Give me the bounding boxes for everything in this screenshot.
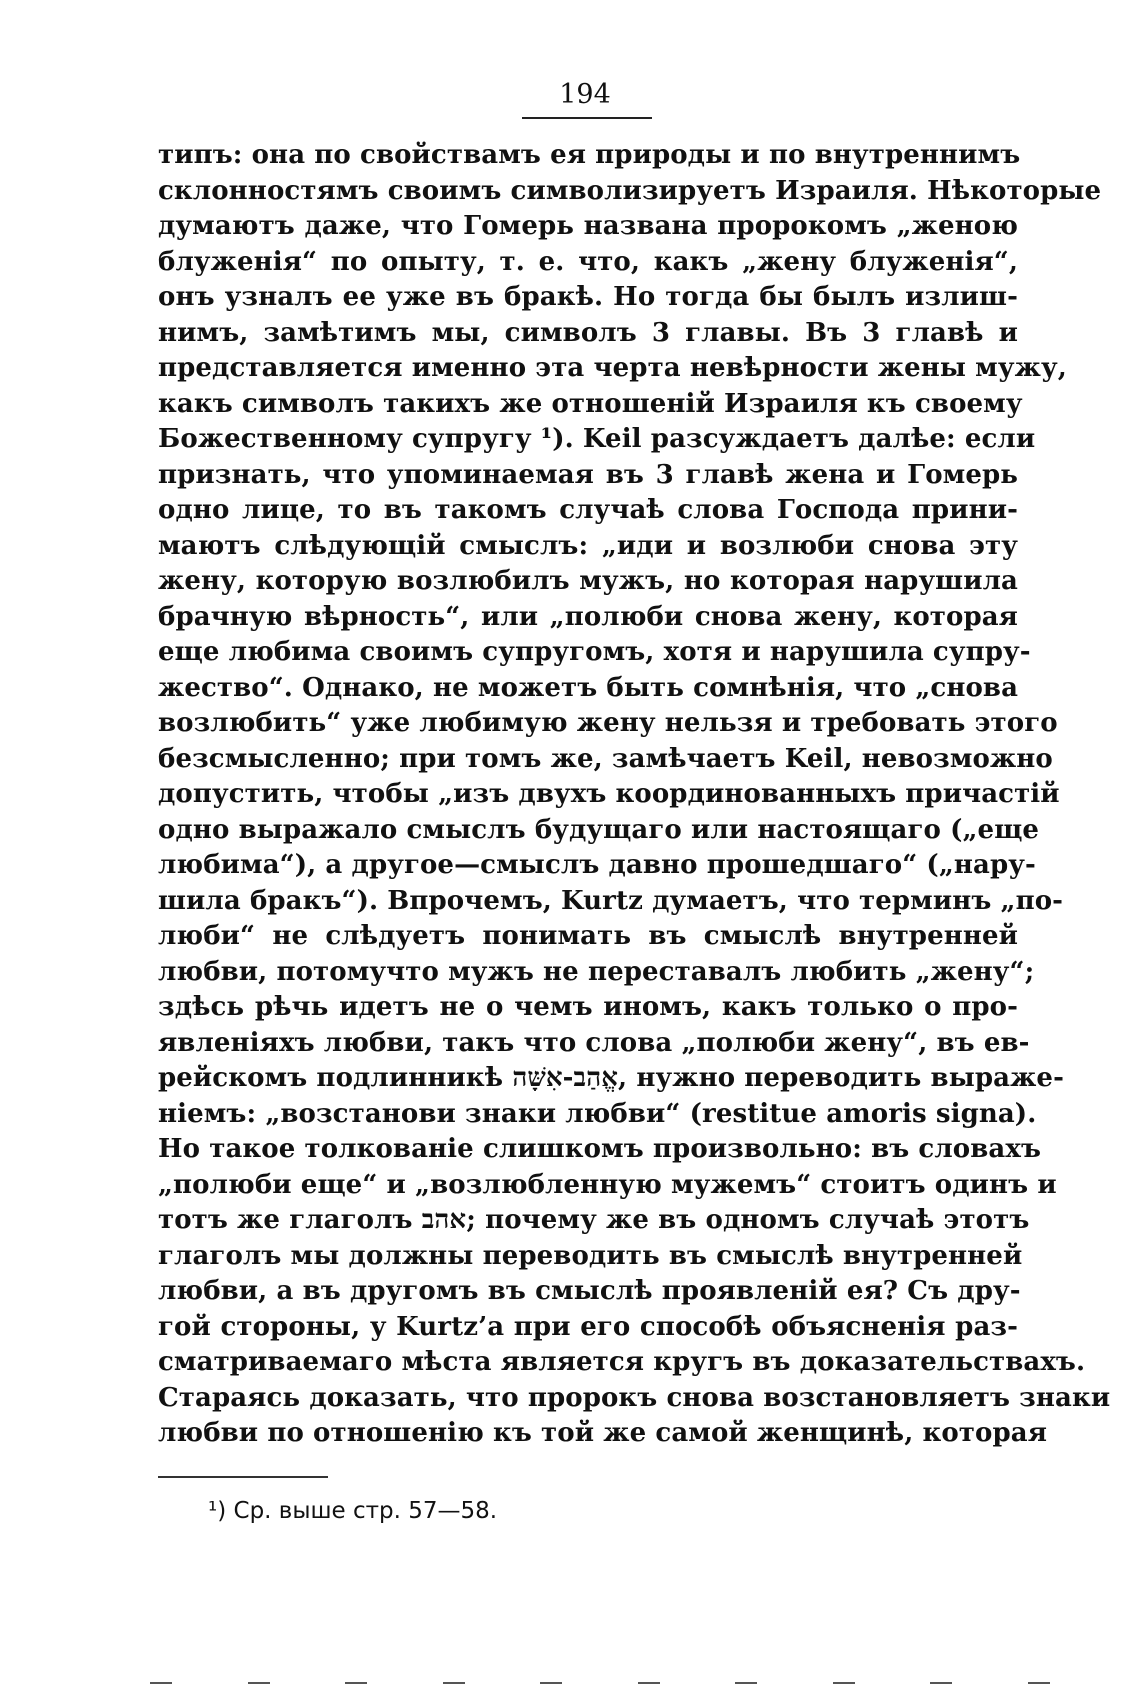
body-text <box>158 138 1111 1452</box>
text-line: любви по отношенію къ той же самой женщинѣ, которая <box>158 1418 1047 1448</box>
text-line: Но такое толкованіе слишкомъ произвольно: въ словахъ <box>158 1134 1041 1164</box>
text-line: еще любима своимъ супругомъ, хотя и нарушила супру- <box>158 637 1031 667</box>
text-line: онъ узналъ ее уже въ бракѣ. Но тогда бы былъ излиш- <box>158 282 1018 312</box>
text-line: Стараясь доказать, что пророкъ снова возстановляетъ знаки <box>158 1382 1111 1413</box>
text-line: маютъ слѣдующій смыслъ: „иди и возлюби снова эту <box>158 530 1018 561</box>
text-line: одно лице, то въ такомъ случаѣ слова Господа прини- <box>158 495 1018 525</box>
text-line: любви, потомучто мужъ не переставалъ любить „жену“; <box>158 956 1035 987</box>
text-line: гой стороны, у Kurtz’а при его способѣ объясненія раз- <box>158 1311 1018 1342</box>
text-line: ніемъ: „возстанови знаки любви“ (restitue amoris signa). <box>158 1098 1037 1129</box>
text-line: сматриваемаго мѣста является кругъ въ доказательствахъ. <box>158 1347 1086 1377</box>
text-line: глаголъ мы должны переводить въ смыслѣ внутренней <box>158 1240 1023 1271</box>
text-line: какъ символъ такихъ же отношеній Израиля къ своему <box>158 388 1023 419</box>
footnote: ¹) Ср. выше стр. 57—58. <box>208 1498 498 1524</box>
text-line: Божественному супругу ¹). Keil разсуждаетъ далѣе: если <box>158 424 1036 454</box>
text-line: любви, а въ другомъ въ смыслѣ проявленій ея? Съ дру- <box>158 1276 1021 1306</box>
text-line: „полюби еще“ и „возлюбленную мужемъ“ стоитъ одинъ и <box>158 1169 1057 1200</box>
page-number: 194 <box>559 79 611 110</box>
text-line: брачную вѣрность“, или „полюби снова жену, которая <box>158 601 1018 632</box>
text-line: типъ: она по свойствамъ ея природы и по внутреннимъ <box>158 140 1021 170</box>
text-line: жество“. Однако, не можетъ быть сомнѣнія, что „снова <box>158 672 1019 703</box>
text-line: возлюбить“ уже любимую жену нельзя и требовать этого <box>158 708 1058 738</box>
text-line: люби“ не слѣдуетъ понимать въ смыслѣ внутренней <box>158 921 1018 951</box>
text-line: нимъ, замѣтимъ мы, символъ 3 главы. Въ 3 главѣ и <box>158 317 1018 348</box>
text-line: безсмысленно; при томъ же, замѣчаетъ Keil, невозможно <box>158 743 1053 774</box>
text-line: здѣсь рѣчь идетъ не о чемъ иномъ, какъ только о про- <box>158 992 1018 1022</box>
page-number-rule <box>522 117 652 119</box>
footnote-rule <box>158 1476 328 1478</box>
text-line: думаютъ даже, что Гомерь названа пророкомъ „женою <box>158 211 1018 241</box>
text-line: явленіяхъ любви, такъ что слова „полюби жену“, въ ев- <box>158 1027 1030 1058</box>
text-line: склонностямъ своимъ символизируетъ Израиля. Нѣкоторые <box>158 175 1102 206</box>
text-line: шила бракъ“). Впрочемъ, Kurtz думаетъ, что терминъ „по- <box>158 885 1064 916</box>
bottom-edge-marks <box>150 1682 1050 1686</box>
text-line: блуженія“ по опыту, т. е. что, какъ „жену блуженія“, <box>158 246 1018 277</box>
text-line: представляется именно эта черта невѣрности жены мужу, <box>158 353 1067 383</box>
text-line: тотъ же глаголъ אהב; почему же въ одномъ случаѣ этотъ <box>158 1205 1030 1235</box>
text-line: одно выражало смыслъ будущаго или настоящаго („еще <box>158 814 1040 845</box>
text-line: признать, что упоминаемая въ 3 главѣ жена и Гомерь <box>158 459 1018 490</box>
text-line: жену, которую возлюбилъ мужъ, но которая нарушила <box>158 566 1018 596</box>
text-line: любима“), а другое—смыслъ давно прошедшаго“ („нару- <box>158 850 1036 880</box>
text-line: рейскомъ подлинникѣ אֱהַב-אִשָּׁה, нужно переводить выраже- <box>158 1063 1064 1093</box>
text-line: допустить, чтобы „изъ двухъ координованныхъ причастій <box>158 779 1060 809</box>
